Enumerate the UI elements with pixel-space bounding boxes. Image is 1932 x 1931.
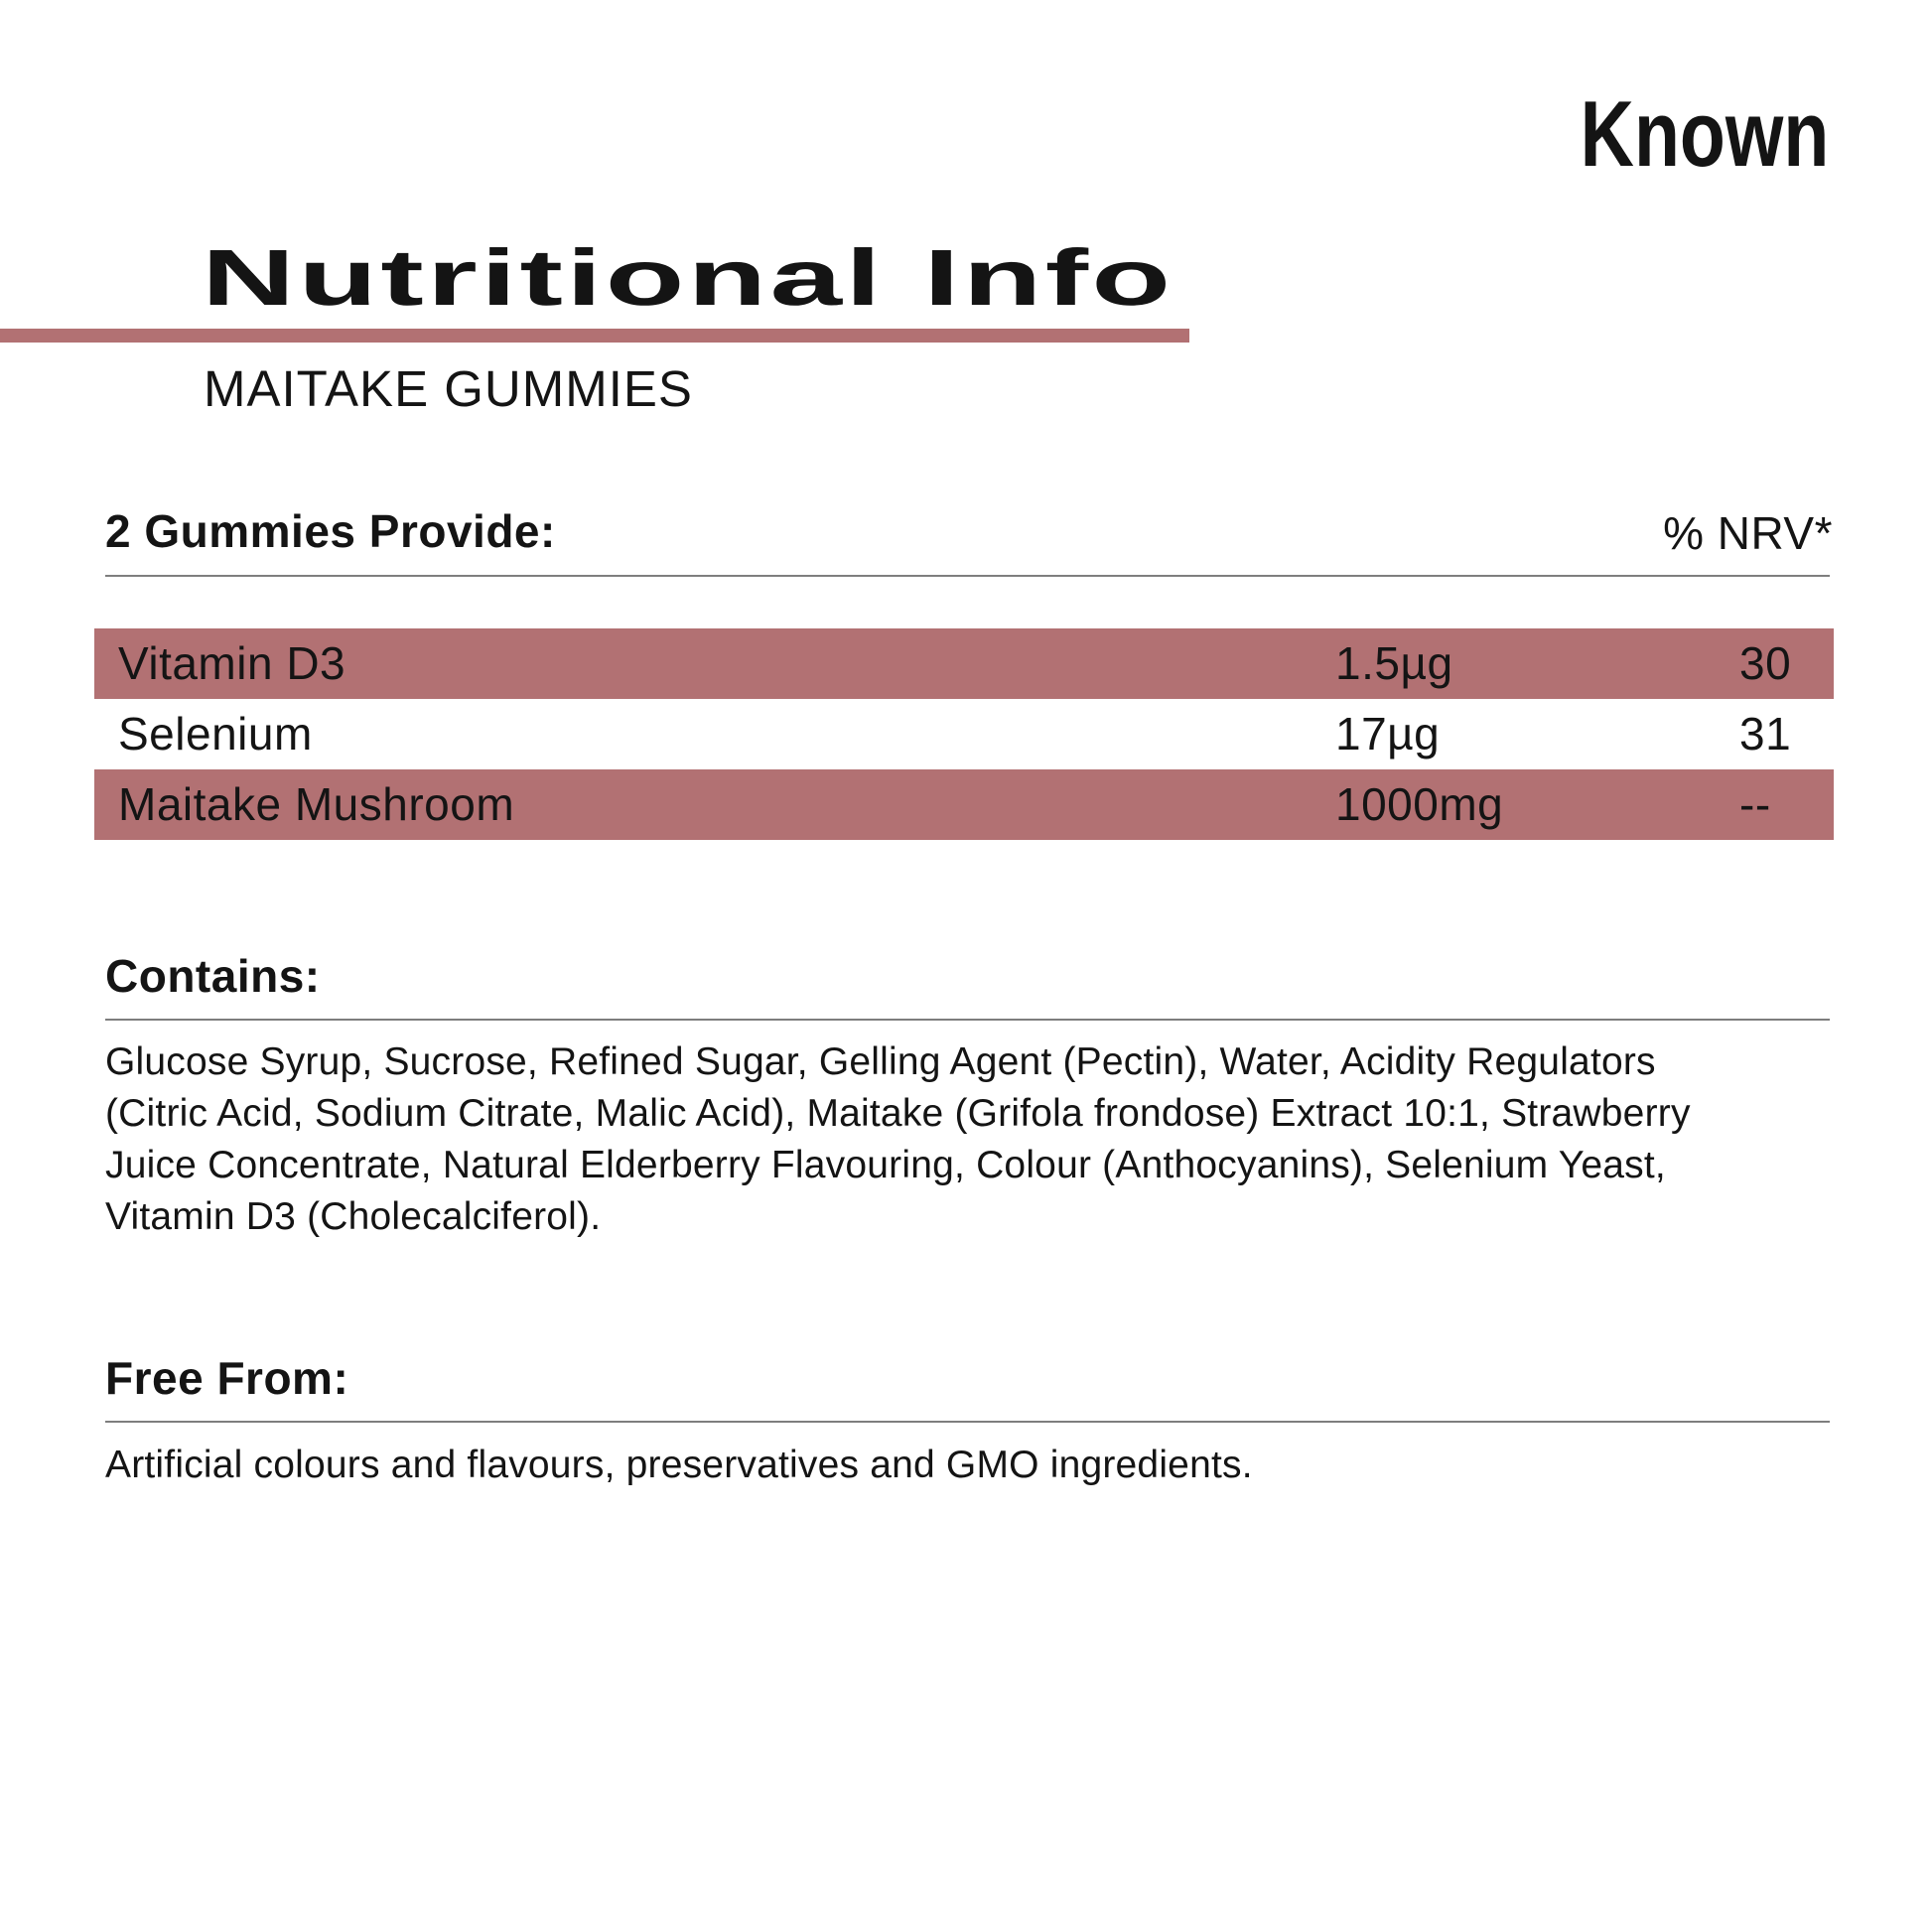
table-row bbox=[94, 769, 1834, 840]
nutrient-amount: 1.5µg bbox=[1335, 637, 1453, 689]
contains-heading: Contains: bbox=[105, 950, 321, 1002]
ingredients-line: (Citric Acid, Sodium Citrate, Malic Acid), Maitake (Grifola frondose) Extract 10:1, Strawberry bbox=[105, 1092, 1691, 1135]
title-underline-bar bbox=[0, 329, 1189, 343]
nutrient-nrv-value: 30 bbox=[1739, 637, 1792, 689]
ingredients-paragraph bbox=[105, 1036, 1691, 1243]
nutrition-table bbox=[94, 628, 1834, 840]
ingredients-line: Glucose Syrup, Sucrose, Refined Sugar, Gelling Agent (Pectin), Water, Acidity Regulators bbox=[105, 1040, 1656, 1083]
nutrient-nrv-value: -- bbox=[1739, 778, 1771, 830]
ingredients-line: Juice Concentrate, Natural Elderberry Flavouring, Colour (Anthocyanins), Selenium Yeast, bbox=[105, 1144, 1666, 1186]
divider-rule-contains bbox=[105, 1019, 1830, 1021]
table-row bbox=[94, 699, 1834, 769]
ingredients-line: Vitamin D3 (Cholecalciferol). bbox=[105, 1195, 602, 1238]
table-row bbox=[94, 628, 1834, 699]
nutrient-name: Vitamin D3 bbox=[118, 637, 346, 689]
nutrient-name: Maitake Mushroom bbox=[118, 778, 515, 830]
product-name: MAITAKE GUMMIES bbox=[204, 360, 693, 417]
page-title: Nutritional Info bbox=[202, 233, 1174, 322]
free-from-heading: Free From: bbox=[105, 1352, 349, 1404]
nutrient-amount: 1000mg bbox=[1335, 778, 1504, 830]
free-from-text: Artificial colours and flavours, preservatives and GMO ingredients. bbox=[105, 1444, 1253, 1486]
nutrient-name: Selenium bbox=[118, 708, 313, 759]
nutrient-amount: 17µg bbox=[1335, 708, 1441, 759]
divider-rule-top bbox=[105, 575, 1830, 577]
nutrient-nrv-value: 31 bbox=[1739, 708, 1792, 759]
divider-rule-free-from bbox=[105, 1421, 1830, 1423]
nrv-column-heading: % NRV* bbox=[1663, 507, 1833, 559]
serving-heading: 2 Gummies Provide: bbox=[105, 505, 556, 557]
brand-logo: Known bbox=[1580, 81, 1829, 186]
